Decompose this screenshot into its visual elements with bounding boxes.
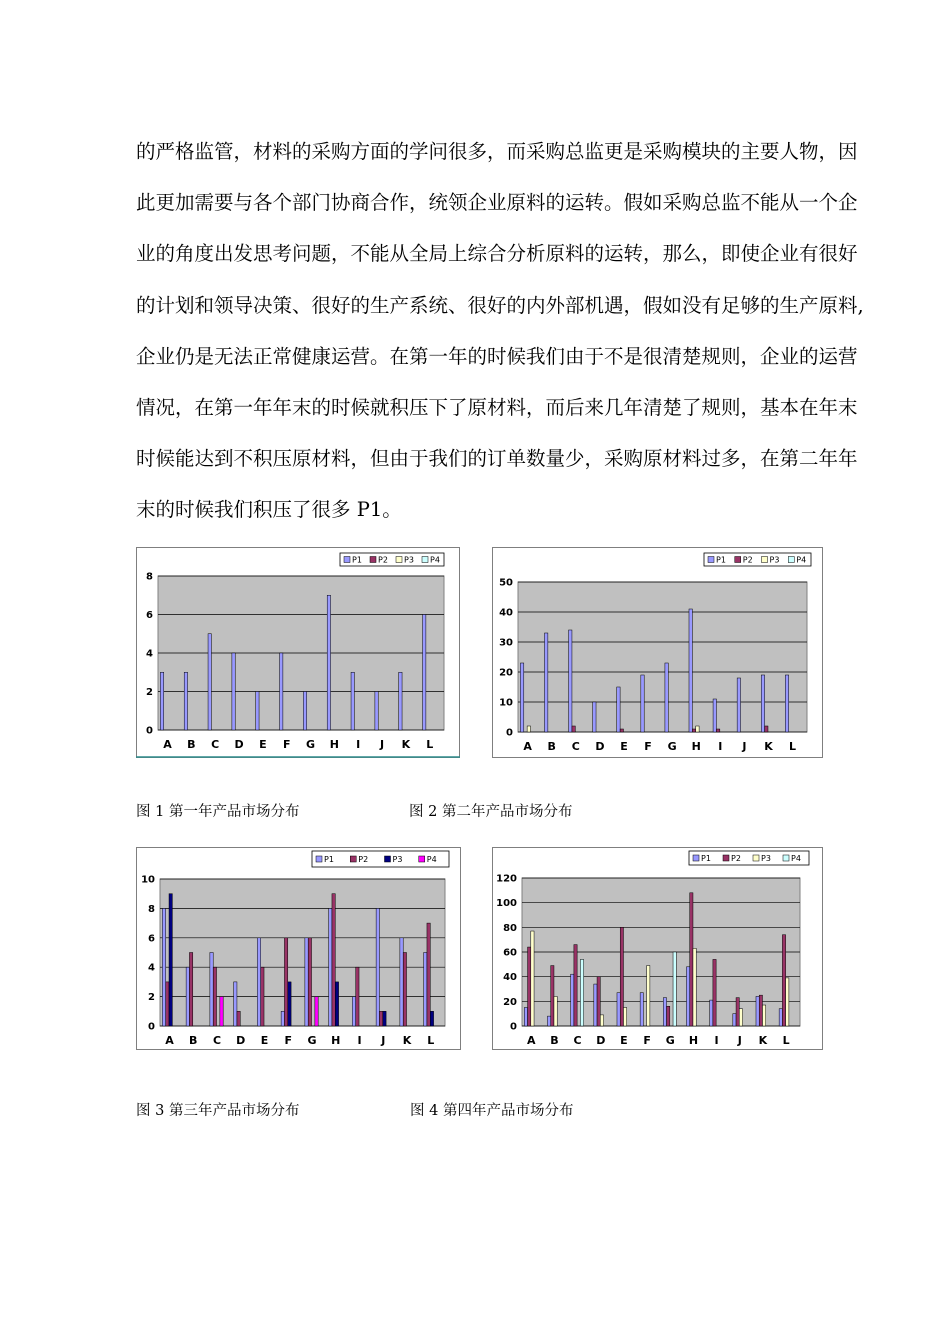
legend-swatch-p4: [788, 557, 794, 563]
x-tick-label: J: [379, 738, 385, 751]
bar-p1-b: [544, 633, 547, 732]
bar-p2-b: [189, 953, 192, 1027]
bar-p3-h: [696, 726, 699, 732]
bar-p3-h: [335, 982, 338, 1026]
x-tick-label: H: [688, 1034, 699, 1047]
x-tick-label: G: [665, 1034, 675, 1047]
x-tick-label: J: [381, 1034, 386, 1047]
bar-p1-f: [641, 675, 644, 732]
x-tick-label: C: [571, 740, 580, 753]
bar-p3-f: [647, 966, 650, 1026]
legend-label-p1: P1: [352, 555, 362, 565]
y-tick-label: 6: [146, 610, 153, 621]
x-tick-label: B: [550, 1034, 559, 1047]
bar-p1-l: [424, 953, 427, 1027]
bar-p1-e: [617, 687, 620, 732]
bar-p1-c: [571, 974, 574, 1026]
bar-p2-i: [713, 959, 716, 1026]
bar-p1-e: [257, 938, 260, 1026]
x-tick-label: K: [764, 740, 773, 753]
x-tick-label: A: [527, 1034, 536, 1047]
legend-swatch-p1: [693, 855, 699, 861]
bar-p2-l: [427, 923, 430, 1026]
bar-p1-g: [665, 663, 668, 732]
bar-p2-e: [620, 729, 623, 732]
x-tick-label: I: [714, 1034, 719, 1047]
legend-label-p3: P3: [404, 555, 414, 565]
bar-p4-c: [220, 997, 223, 1026]
bar-p2-e: [261, 967, 264, 1026]
bar-p1-a: [160, 672, 163, 730]
bar-p1-h: [327, 595, 330, 730]
x-tick-label: C: [573, 1034, 582, 1047]
x-tick-label: B: [189, 1034, 198, 1047]
bar-p2-h: [692, 729, 695, 732]
bar-p2-k: [759, 995, 762, 1026]
legend-label-p4: P4: [426, 855, 437, 865]
y-tick-label: 60: [503, 947, 517, 959]
x-tick-label: G: [667, 740, 677, 753]
bar-p1-j: [733, 1014, 736, 1026]
legend-swatch-p2: [350, 856, 356, 862]
bar-p1-l: [779, 1009, 782, 1026]
chart-svg: [492, 547, 823, 758]
body-line: 末的时候我们积压了很多 P1。: [136, 498, 402, 522]
body-line: 情况，在第一年年末的时候就积压下了原材料，而后来几年清楚了规则，基本在年末: [136, 395, 858, 419]
y-tick-label: 2: [146, 687, 153, 698]
bar-p2-j: [736, 998, 739, 1026]
bar-p1-h: [686, 967, 689, 1026]
bar-p2-i: [356, 967, 359, 1026]
legend-label-p4: P4: [796, 555, 807, 565]
bar-p2-c: [574, 945, 577, 1026]
y-tick-label: 100: [496, 898, 517, 910]
x-tick-label: H: [331, 1034, 341, 1047]
y-tick-label: 30: [499, 637, 513, 649]
x-tick-label: L: [427, 1034, 435, 1047]
x-tick-label: L: [426, 738, 434, 751]
x-tick-label: F: [282, 738, 291, 751]
legend-label-p1: P1: [324, 855, 334, 865]
bar-p2-h: [332, 894, 335, 1026]
y-tick-label: 120: [496, 873, 517, 885]
x-tick-label: E: [620, 740, 628, 753]
y-tick-label: 80: [503, 922, 517, 934]
bar-p3-l: [786, 978, 789, 1026]
chart-year-1: [136, 547, 460, 758]
x-tick-label: L: [782, 1034, 790, 1047]
bar-p3-d: [600, 1015, 603, 1026]
y-tick-label: 0: [148, 1021, 155, 1033]
bar-p1-b: [184, 672, 187, 730]
y-tick-label: 50: [499, 577, 513, 589]
bar-p1-a: [162, 908, 165, 1026]
legend-swatch-p4: [422, 557, 428, 563]
y-tick-label: 0: [146, 725, 153, 737]
bar-p1-i: [352, 997, 355, 1026]
legend-swatch-p2: [723, 855, 729, 861]
legend-label-p1: P1: [716, 555, 726, 565]
legend-swatch-p4: [783, 855, 789, 861]
y-tick-label: 6: [148, 933, 155, 945]
x-tick-label: I: [357, 1034, 362, 1047]
bar-p1-j: [737, 678, 740, 732]
bar-p3-a: [531, 931, 534, 1026]
x-tick-label: F: [643, 1034, 651, 1047]
x-tick-label: H: [329, 738, 339, 751]
chart-year-2: [492, 547, 823, 758]
bar-p1-d: [232, 653, 235, 730]
y-tick-label: 10: [141, 874, 155, 886]
bar-p1-a: [520, 663, 523, 732]
bar-p2-j: [379, 1011, 382, 1026]
bar-p3-l: [430, 1011, 433, 1026]
x-tick-label: B: [547, 740, 556, 753]
x-tick-label: D: [595, 740, 605, 753]
bar-p2-c: [572, 726, 575, 732]
x-tick-label: K: [758, 1034, 768, 1047]
bar-p1-h: [689, 609, 692, 732]
bar-p2-d: [597, 977, 600, 1026]
body-paragraph: [136, 126, 864, 536]
bar-p3-b: [554, 996, 557, 1026]
bar-p1-e: [256, 692, 259, 731]
bar-p2-h: [690, 893, 693, 1026]
bar-p1-k: [761, 675, 764, 732]
x-tick-label: K: [401, 738, 411, 751]
bar-p2-b: [551, 966, 554, 1026]
bar-p3-j: [739, 1009, 742, 1026]
bar-p1-i: [351, 672, 354, 730]
chart-year-3: [136, 847, 461, 1050]
x-tick-label: A: [165, 1034, 174, 1047]
y-tick-label: 0: [510, 1021, 517, 1033]
x-tick-label: E: [260, 1034, 269, 1047]
body-line: 企业仍是无法正常健康运营。在第一年的时候我们由于不是很清楚规则，企业的运营: [136, 344, 858, 368]
legend-label-p3: P3: [392, 855, 403, 865]
bar-p1-k: [399, 672, 402, 730]
y-tick-label: 40: [503, 972, 517, 984]
legend-label-p2: P2: [731, 854, 741, 864]
bar-p1-c: [569, 630, 572, 732]
bar-p2-e: [620, 927, 623, 1026]
bar-p1-g: [305, 938, 308, 1026]
y-tick-label: 20: [499, 667, 513, 679]
y-tick-label: 20: [503, 996, 517, 1008]
legend-label-p4: P4: [430, 555, 440, 565]
caption-figure-1: 图 1 第一年产品市场分布: [136, 804, 300, 820]
x-tick-label: B: [187, 738, 196, 751]
bar-p1-a: [524, 1008, 527, 1027]
x-tick-label: K: [402, 1034, 412, 1047]
legend-swatch-p1: [316, 856, 322, 862]
legend-label-p2: P2: [358, 855, 369, 865]
bar-p2-d: [237, 1011, 240, 1026]
chart-svg: [136, 847, 461, 1050]
bar-p2-a: [528, 947, 531, 1026]
bar-p1-l: [785, 675, 788, 732]
x-tick-label: C: [211, 738, 220, 751]
bar-p1-k: [756, 996, 759, 1026]
body-line: 的计划和领导决策、很好的生产系统、很好的内外部机遇，假如没有足够的生产原料,: [136, 293, 864, 317]
bar-p1-k: [400, 938, 403, 1026]
bar-p2-a: [166, 982, 169, 1026]
x-tick-label: G: [306, 738, 316, 751]
legend-swatch-p2: [735, 557, 741, 563]
x-tick-label: C: [212, 1034, 222, 1047]
y-tick-label: 4: [146, 648, 153, 660]
x-tick-label: E: [259, 738, 267, 751]
x-tick-label: J: [737, 1034, 742, 1047]
legend-label-p3: P3: [761, 854, 771, 864]
caption-figure-2: 图 2 第二年产品市场分布: [409, 804, 573, 820]
bar-p1-f: [281, 1011, 284, 1026]
chart-svg: [136, 547, 460, 758]
x-tick-label: L: [789, 740, 797, 753]
bar-p1-l: [423, 615, 426, 731]
bar-p3-a: [169, 894, 172, 1026]
legend-swatch-p2: [370, 557, 376, 563]
bar-p1-i: [713, 699, 716, 732]
bar-p2-c: [213, 967, 216, 1026]
x-tick-label: D: [236, 1034, 246, 1047]
bar-p1-j: [375, 692, 378, 731]
x-tick-label: I: [718, 740, 723, 753]
legend-swatch-p3: [385, 856, 391, 862]
bar-p1-b: [547, 1016, 550, 1026]
bar-p2-f: [284, 938, 287, 1026]
x-tick-label: J: [742, 740, 747, 753]
y-tick-label: 4: [148, 962, 155, 974]
body-line: 此更加需要与各个部门协商合作，统领企业原料的运转。假如采购总监不能从一个企: [136, 191, 858, 215]
legend-swatch-p3: [762, 557, 768, 563]
bar-p4-c: [580, 959, 583, 1026]
legend-swatch-p1: [344, 557, 350, 563]
x-tick-label: F: [644, 740, 652, 753]
x-tick-label: G: [307, 1034, 317, 1047]
y-tick-label: 2: [148, 992, 155, 1004]
bar-p1-i: [710, 1000, 713, 1026]
x-tick-label: F: [284, 1034, 293, 1047]
bar-p4-g: [315, 997, 318, 1026]
y-tick-label: 8: [146, 571, 153, 583]
bar-p1-g: [303, 692, 306, 731]
bar-p4-g: [673, 952, 676, 1026]
x-tick-label: E: [620, 1034, 628, 1047]
bar-p1-f: [640, 993, 643, 1026]
bar-p2-k: [403, 953, 406, 1027]
bar-p3-f: [288, 982, 291, 1026]
caption-figure-3: 图 3 第三年产品市场分布: [136, 1103, 300, 1119]
y-tick-label: 10: [499, 697, 513, 709]
body-line: 业的角度出发思考问题，不能从全局上综合分析原料的运转，那么，即使企业有很好: [136, 242, 858, 266]
x-tick-label: A: [163, 738, 172, 751]
body-line: 时候能达到不积压原材料，但由于我们的订单数量少，采购原材料过多，在第二年年: [136, 447, 858, 471]
x-tick-label: I: [356, 738, 361, 751]
legend-label-p1: P1: [701, 854, 711, 864]
bar-p1-g: [663, 998, 666, 1026]
legend-swatch-p3: [396, 557, 402, 563]
y-tick-label: 8: [148, 903, 155, 915]
chart-svg: [492, 847, 823, 1050]
bar-p2-g: [308, 938, 311, 1026]
y-tick-label: 40: [499, 607, 513, 619]
bar-p2-l: [782, 935, 785, 1026]
bar-p1-f: [280, 653, 283, 730]
bar-p2-k: [765, 726, 768, 732]
x-tick-label: A: [523, 740, 532, 753]
legend-label-p3: P3: [769, 555, 780, 565]
bar-p1-e: [617, 993, 620, 1026]
bar-p1-b: [186, 967, 189, 1026]
bar-p2-g: [667, 1006, 670, 1026]
bar-p3-a: [527, 726, 530, 732]
y-tick-label: 0: [506, 727, 513, 739]
legend-swatch-p1: [708, 557, 714, 563]
bar-p1-c: [210, 953, 213, 1027]
bar-p1-d: [594, 984, 597, 1026]
bar-p3-e: [623, 1008, 626, 1027]
legend-swatch-p4: [419, 856, 425, 862]
bar-p1-d: [593, 702, 596, 732]
caption-figure-4: 图 4 第四年产品市场分布: [410, 1103, 574, 1119]
bar-p2-i: [716, 729, 719, 732]
body-line: 的严格监管，材料的采购方面的学问很多，而采购总监更是采购模块的主要人物，因: [136, 140, 858, 163]
bar-p3-h: [693, 948, 696, 1026]
bar-p1-c: [208, 634, 211, 730]
x-tick-label: D: [234, 738, 244, 751]
legend-swatch-p3: [753, 855, 759, 861]
x-tick-label: H: [691, 740, 701, 753]
legend-label-p2: P2: [742, 555, 753, 565]
bar-p3-k: [762, 1005, 765, 1026]
bar-p3-j: [383, 1011, 386, 1026]
bar-p1-d: [234, 982, 237, 1026]
legend-label-p4: P4: [791, 854, 801, 864]
x-tick-label: D: [596, 1034, 606, 1047]
legend-label-p2: P2: [378, 555, 388, 565]
chart-year-4: [492, 847, 823, 1050]
bar-p1-h: [329, 908, 332, 1026]
bar-p1-j: [376, 908, 379, 1026]
